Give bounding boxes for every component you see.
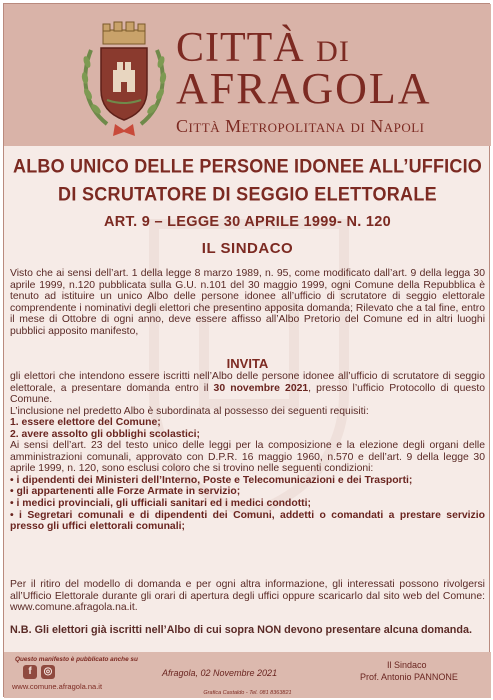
social-note: Questo manifesto è pubblicato anche su (15, 656, 138, 663)
date-place: Afragola, 02 Novembre 2021 (162, 668, 278, 678)
header-band (4, 4, 491, 146)
deadline-date: 30 novembre 2021 (213, 382, 309, 394)
requirement-1: 1. essere elettore del Comune; (10, 417, 161, 429)
signature-title: Il Sindaco (387, 660, 427, 670)
requirements-intro: L’inclusione nel predetto Albo è subordinata al possesso dei seguenti requisiti: (10, 405, 369, 417)
exclusion-4: • i Segretari comunali e di dipendenti dei Comuni, addetti o comandati a prestare servizio presso gli uffici elettorali comunali; (10, 509, 485, 533)
requirement-2: 2. avere assolto gli obblighi scolastici; (10, 428, 200, 440)
premise-paragraph: Visto che ai sensi dell’art. 1 della legge 8 marzo 1989, n. 95, come modificato dall’art. 9 della legga 30 aprile 1999, n.120 pubblicata sulla G.U. n.101 del 30 maggio 1999, ogni Comune della Repubblica è tenuto ad istituire un unico Albo delle persone idonee all’ufficio di scrutatore di seggio elettorale comprendente i nominativi degli elettori che presentino apposita domanda; Rilevato che a tal fine, entro il mese di Ottobre di ogni anno, deve essere affisso all’Albo Pretorio del Comune ed in altri luoghi pubblici apposito manifesto, (10, 268, 485, 337)
signature-name: Prof. Antonio PANNONE (360, 672, 458, 682)
city-crest-icon (77, 20, 171, 138)
website-link[interactable]: www.comune.afragola.na.it (12, 682, 103, 691)
facebook-icon[interactable]: f (23, 665, 37, 679)
info-paragraph: Per il ritiro del modello di domanda e per ogni altra informazione, gli interessati possono rivolgersi all’Ufficio Elettorale durante gli orari di apertura degli uffici oppure scaricarlo dal sito web del Comune: www.comune.afragola.na.it. (10, 579, 485, 614)
nb-paragraph: N.B. Gli elettori già iscritti nell’Albo di cui sopra NON devono presentare alcuna domanda. (10, 624, 472, 636)
graphic-credit: Grafica Castaldo - Tel. 081 8363821 (203, 690, 292, 696)
invitation-paragraph: gli elettori che intendono essere iscritti nell’Albo delle persone idonee all’ufficio di scrutatore di seggio elettorale, a presentare domanda entro il 30 novembre 2021, presso l’ufficio Protocollo di questo Comune. L’inclusione nel predetto Albo è subordinata al possesso dei seguenti requisiti: 1. essere elettore del Comune; 2. avere assolto gli obblighi scolastici; Ai sensi dell’art. 23 del testo unico delle leggi per la composizione e la elezione degli organi delle amministrazioni comunali, approvato con D.P.R. 16 maggio 1960, n.570 e dell’art. 9 della legge 30 aprile 1999, n. 120, sono esclusi coloro che si trovino nelle seguenti condizioni: • i dipendenti dei Ministeri dell’Interno, Poste e Telecomunicazioni e dei Trasporti; • gli appartenenti alle Forze Armate in servizio; • i medici provinciali, gli ufficiali sanitari ed i medici condotti; • i Segretari comunali e di dipendenti dei Comuni, addetti o comandati a prestare servizio presso gli uffici elettorali comunali; (10, 371, 485, 533)
metropolitan-city-label: Città Metropolitana di Napoli (176, 116, 425, 136)
instagram-icon[interactable]: ◎ (41, 665, 55, 679)
city-name-line2: AFRAGOLA (176, 64, 432, 113)
exclusion-1: • i dipendenti dei Ministeri dell’Interno, Poste e Telecomunicazioni e dei Trasporti; (10, 474, 413, 486)
invita-heading: INVITA (226, 356, 269, 371)
il-sindaco-heading: IL SINDACO (201, 240, 294, 257)
exclusion-3: • i medici provinciali, gli ufficiali sanitari ed i medici condotti; (10, 498, 311, 510)
poster-frame (3, 3, 490, 697)
title-line2: DI SCRUTATORE DI SEGGIO ELETTORALE (58, 182, 437, 205)
law-reference: ART. 9 – LEGGE 30 APRILE 1999- N. 120 (104, 214, 391, 230)
exclusions-intro: Ai sensi dell’art. 23 del testo unico delle leggi per la composizione e la elezione degli organi delle amministrazioni comunali, approvato con D.P.R. 16 maggio 1960, n.570 e dell’art. 9 della legge 30 aprile 1999, n. 120, sono esclusi coloro che si trovino nelle seguenti condizioni: (10, 440, 485, 475)
exclusion-2: • gli appartenenti alle Forze Armate in servizio; (10, 486, 241, 498)
title-line1: ALBO UNICO DELLE PERSONE IDONEE ALL’UFFICIO (13, 154, 482, 177)
city-name-line1: CITTÀ DI (176, 25, 350, 71)
